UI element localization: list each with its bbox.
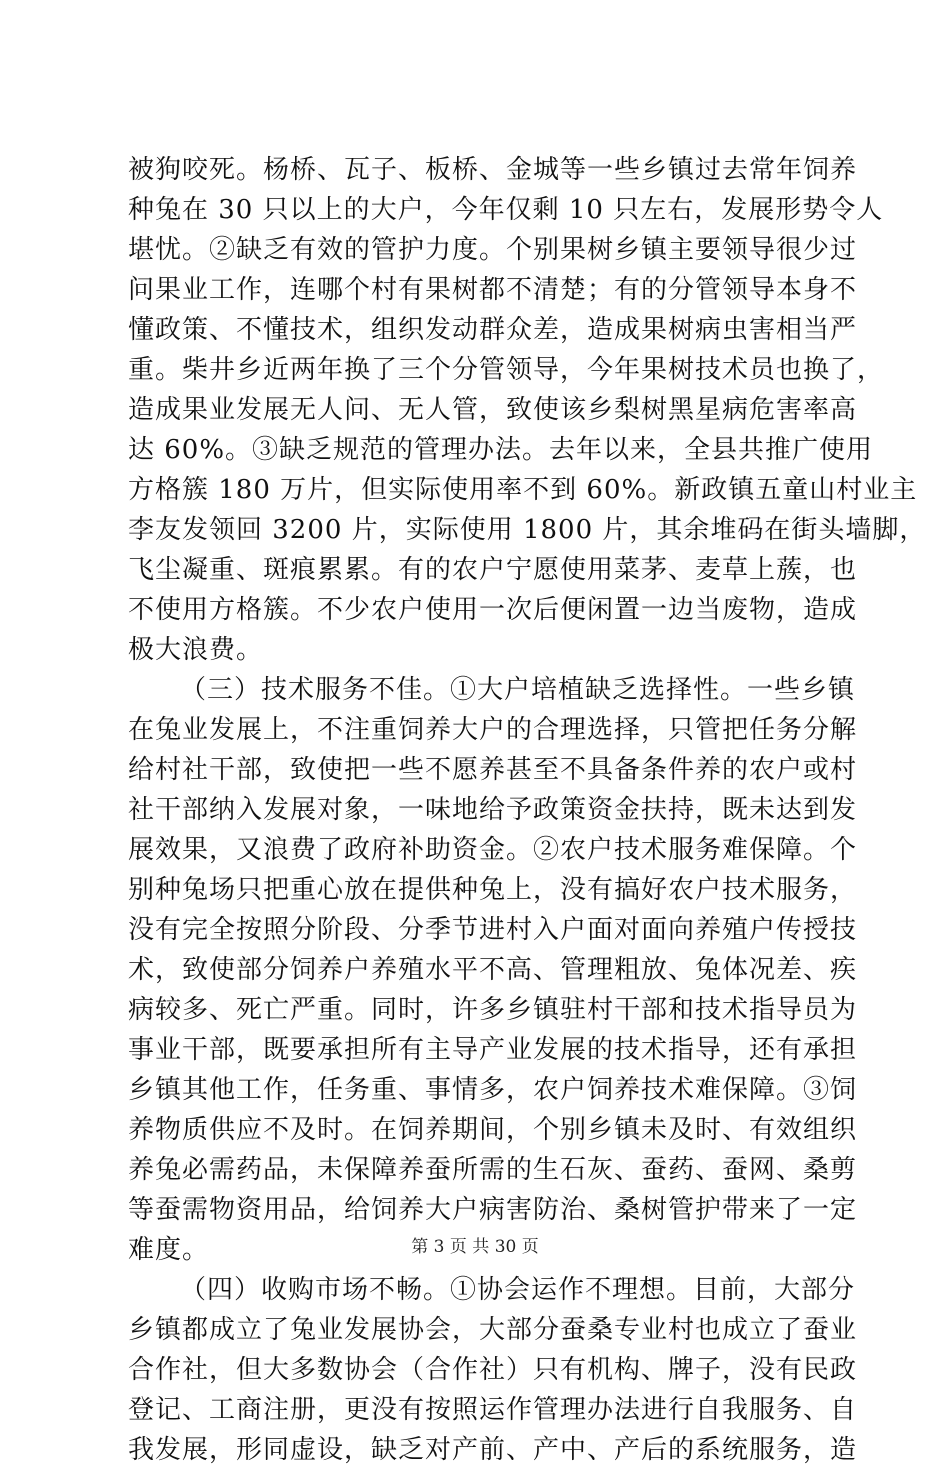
text-line: 造成果业发展无人问、无人管，致使该乡梨树黑星病危害率高 bbox=[128, 395, 858, 425]
page-footer: 第 3 页 共 30 页 bbox=[411, 1237, 539, 1257]
section-heading-line: （三）技术服务不佳。①大户培植缺乏选择性。一些乡镇 bbox=[180, 675, 856, 705]
text-line: 在兔业发展上，不注重饲养大户的合理选择，只管把任务分解 bbox=[128, 715, 858, 745]
text-line: 养兔必需药品，未保障养蚕所需的生石灰、蚕药、蚕网、桑剪 bbox=[128, 1155, 858, 1185]
text-line: 乡镇其他工作，任务重、事情多，农户饲养技术难保障。③饲 bbox=[128, 1075, 858, 1105]
text-line: 乡镇都成立了兔业发展协会，大部分蚕桑专业村也成立了蚕业 bbox=[128, 1315, 858, 1345]
text-line: 我发展，形同虚设，缺乏对产前、产中、产后的系统服务，造 bbox=[128, 1435, 858, 1465]
text-line: 不使用方格簇。不少农户使用一次后便闲置一边当废物，造成 bbox=[128, 595, 858, 625]
body-text bbox=[128, 150, 927, 1470]
text-line: 病较多、死亡严重。同时，许多乡镇驻村干部和技术指导员为 bbox=[128, 995, 858, 1025]
text-line: 重。柴井乡近两年换了三个分管领导，今年果树技术员也换了， bbox=[128, 355, 885, 385]
text-line: 登记、工商注册，更没有按照运作管理办法进行自我服务、自 bbox=[128, 1395, 858, 1425]
section-heading-line: （四）收购市场不畅。①协会运作不理想。目前，大部分 bbox=[180, 1275, 856, 1305]
text-line: 李友发领回 3200 片，实际使用 1800 片，其余堆码在街头墙脚， bbox=[128, 515, 927, 545]
text-line: 合作社，但大多数协会（合作社）只有机构、牌子，没有民政 bbox=[128, 1355, 858, 1385]
text-line: 达 60%。③缺乏规范的管理办法。去年以来，全县共推广使用 bbox=[128, 435, 874, 465]
text-line: 等蚕需物资用品，给饲养大户病害防治、桑树管护带来了一定 bbox=[128, 1195, 858, 1225]
text-line: 术，致使部分饲养户养殖水平不高、管理粗放、兔体况差、疾 bbox=[128, 955, 858, 985]
text-line: 养物质供应不及时。在饲养期间，个别乡镇未及时、有效组织 bbox=[128, 1115, 858, 1145]
text-line: 堪忧。②缺乏有效的管护力度。个别果树乡镇主要领导很少过 bbox=[128, 235, 858, 265]
text-line: 社干部纳入发展对象，一味地给予政策资金扶持，既未达到发 bbox=[128, 795, 858, 825]
text-line: 给村社干部，致使把一些不愿养甚至不具备条件养的农户或村 bbox=[128, 755, 858, 785]
text-line: 没有完全按照分阶段、分季节进村入户面对面向养殖户传授技 bbox=[128, 915, 858, 945]
text-line: 展效果，又浪费了政府补助资金。②农户技术服务难保障。个 bbox=[128, 835, 858, 865]
text-line: 被狗咬死。杨桥、瓦子、板桥、金城等一些乡镇过去常年饲养 bbox=[128, 155, 858, 185]
text-line: 方格簇 180 万片，但实际使用率不到 60%。新政镇五童山村业主 bbox=[128, 475, 918, 505]
text-line: 懂政策、不懂技术，组织发动群众差，造成果树病虫害相当严 bbox=[128, 315, 858, 345]
text-line: 事业干部，既要承担所有主导产业发展的技术指导，还有承担 bbox=[128, 1035, 858, 1065]
text-line: 问果业工作，连哪个村有果树都不清楚；有的分管领导本身不 bbox=[128, 275, 858, 305]
text-line: 别种兔场只把重心放在提供种兔上，没有搞好农户技术服务， bbox=[128, 875, 858, 905]
text-line: 飞尘凝重、斑痕累累。有的农户宁愿使用菜茅、麦草上蔟，也 bbox=[128, 555, 858, 585]
text-line: 种兔在 30 只以上的大户，今年仅剩 10 只左右，发展形势令人 bbox=[128, 195, 884, 225]
text-line: 难度。 bbox=[128, 1235, 210, 1265]
text-line: 极大浪费。 bbox=[128, 635, 264, 665]
